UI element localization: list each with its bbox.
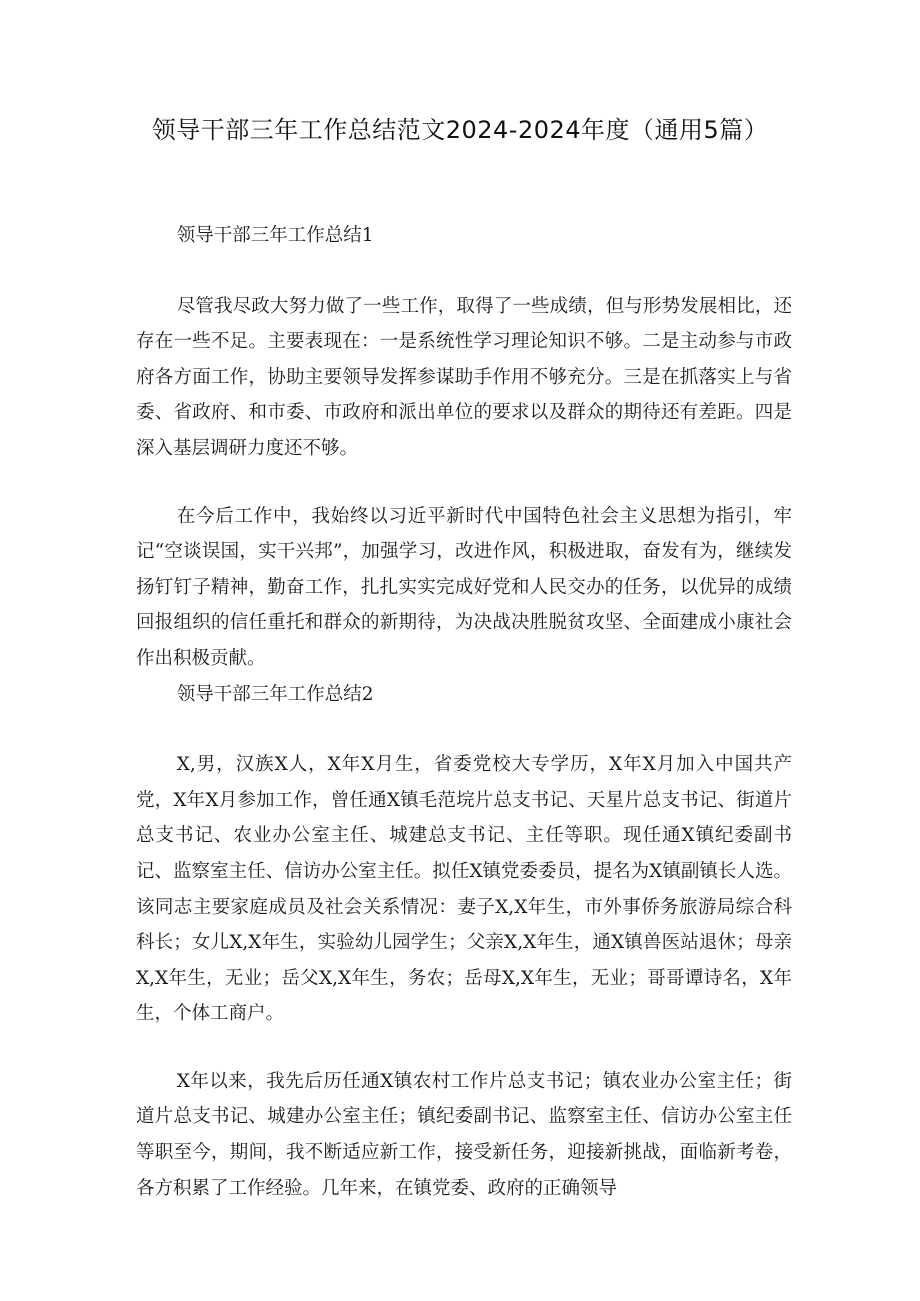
spacer	[136, 712, 792, 747]
spacer	[136, 1032, 792, 1064]
spacer	[136, 254, 792, 289]
section-heading-2: 领导干部三年工作总结2	[176, 683, 374, 705]
section-heading-1: 领导干部三年工作总结1	[176, 225, 374, 246]
section-2-paragraph-1: X,男，汉族X人，X年X月生，省委党校大专学历，X年X月加入中国共产党，X年X月参加工作，曾任通X镇毛范垸片总支书记、天星片总支书记、街道片总支书记、农业办公室主任、城建总支书记、主任等职。现任通X镇纪委副书记、监察室主任、信访办公室主任。拟任X镇党委委员，提名为X镇副镇长人选。该同志主要家庭成员及社会关系情况：妻子X,X年生，市外事侨务旅游局综合科科长；女儿X,X年生，实验幼儿园学生；父亲X,X年生，通X镇兽医站退休；母亲X,X年生，无业；岳父X,X年生，务农；岳母X,X年生，无业；哥哥谭诗名，X年生，个体工商户。	[136, 754, 792, 1025]
section-1-paragraph-2: 在今后工作中，我始终以习近平新时代中国特色社会主义思想为指引，牢记“空谈误国，实干兴邦”，加强学习，改进作风，积极进取，奋发有为，继续发扬钉钉子精神，勤奋工作，扎扎实实完成好党和人民交办的任务，以优异的成绩回报组织的信任重托和群众的新期待，为决战决胜脱贫攻坚、全面建成小康社会作出积极贡献。	[136, 505, 792, 669]
spacer	[136, 467, 792, 499]
document-body	[136, 218, 792, 1206]
section-1-paragraph-1: 尽管我尽政大努力做了一些工作，取得了一些成绩，但与形势发展相比，还存在一些不足。主要表现在：一是系统性学习理论知识不够。二是主动参与市政府各方面工作，协助主要领导发挥参谋助手作用不够充分。三是在抓落实上与省委、省政府、和市委、市政府和派出单位的要求以及群众的期待还有差距。四是深入基层调研力度还不够。	[136, 295, 792, 459]
document-title: 领导干部三年工作总结范文2024-2024年度（通用5篇）	[151, 116, 769, 144]
section-2-paragraph-2: X年以来，我先后历任通X镇农村工作片总支书记；镇农业办公室主任；街道片总支书记、城建办公室主任；镇纪委副书记、监察室主任、信访办公室主任等职至今，期间，我不断适应新工作，接受新任务，迎接新挑战，面临新考卷，各方积累了工作经验。几年来，在镇党委、政府的正确领导	[136, 1070, 792, 1199]
